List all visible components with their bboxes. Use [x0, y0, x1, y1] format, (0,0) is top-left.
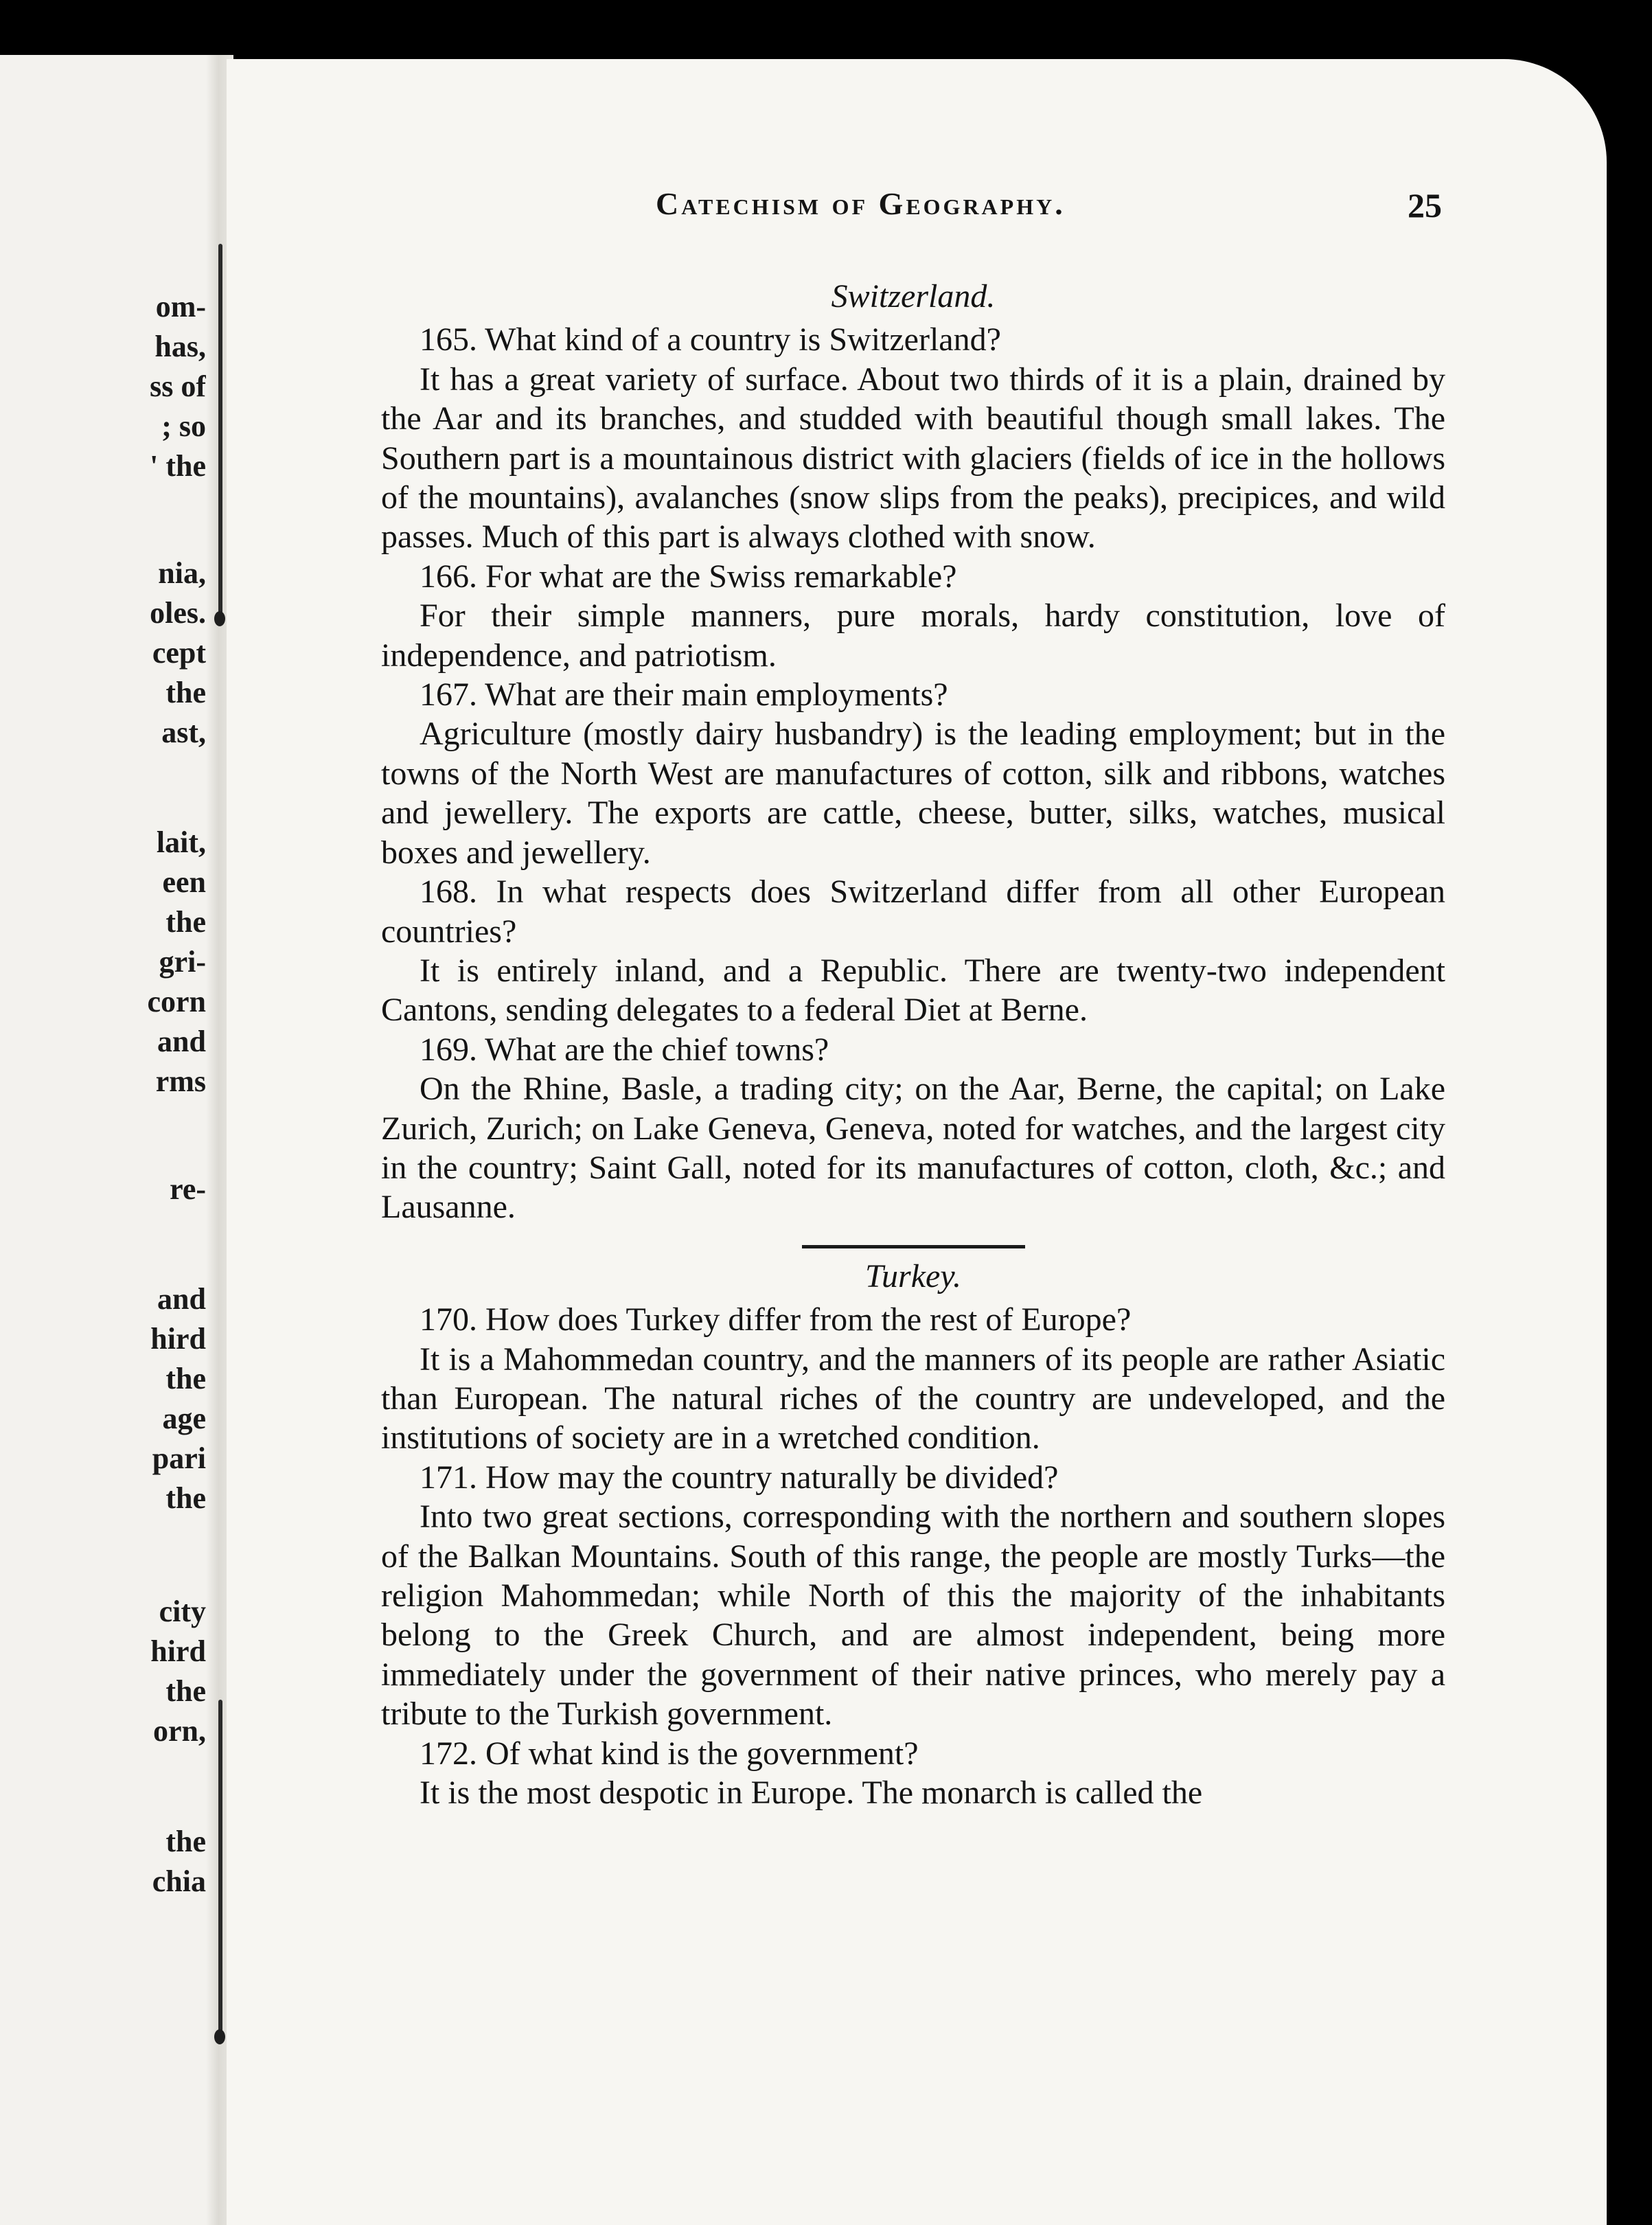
question-170: 170. How does Turkey differ from the rest of Europe? [420, 1301, 1132, 1338]
question-166: 166. For what are the Swiss remarkable? [420, 558, 957, 595]
binding-stitch-knot [214, 2029, 225, 2044]
question-168: 168. In what respects does Switzerland differ from all other European countries? [381, 874, 1445, 950]
previous-page-fragment: ast, [161, 716, 206, 749]
previous-page-fragment: and [157, 1025, 206, 1058]
previous-page-fragment: the [165, 1825, 206, 1858]
section-divider-rule [802, 1245, 1025, 1248]
previous-page-fragment: corn [147, 985, 206, 1018]
previous-page-fragment: and [157, 1282, 206, 1316]
previous-page-fragment: ss of [150, 369, 206, 403]
binding-stitch-lower [218, 1700, 222, 2043]
previous-page-fragment: pari [152, 1441, 206, 1475]
previous-page-fragment: the [165, 1481, 206, 1515]
previous-page-fragment: the [165, 1362, 206, 1395]
answer-165: It has a great variety of surface. About two thirds of it is a plain, drained by the Aar and its branches, and studded with beautiful though small lakes. The Southern part is a mountainous district with glaciers (fields of ice in the hollows of the mountains), avalanches (snow slips from the peaks), precipices, and wild passes. Much of this part is always clothed with snow. [381, 361, 1445, 556]
question-169: 169. What are the chief towns? [420, 1031, 829, 1068]
binding-stitch-upper [218, 244, 222, 625]
answer-172: It is the most despotic in Europe. The monarch is called the [420, 1775, 1203, 1812]
previous-page-fragment: gri- [159, 945, 206, 979]
previous-page-fragment: ' the [150, 449, 206, 483]
previous-page-edge [0, 55, 218, 2225]
previous-page-fragment: nia, [158, 556, 206, 590]
running-head [385, 185, 1442, 233]
answer-167: Agriculture (mostly dairy husbandry) is the leading employment; but in the towns of the North West are manufactures of cotton, silk and ribbons, watches and jewellery. The exports are cattle, cheese, butter, silks, watches, musical boxes and jewellery. [381, 716, 1445, 871]
previous-page-fragment: age [162, 1402, 206, 1435]
page-number: 25 [1408, 186, 1442, 225]
answer-166: For their simple manners, pure morals, hardy constitution, love of independence, and patriotism. [381, 597, 1445, 674]
previous-page-fragment: rms [155, 1064, 206, 1098]
previous-page-fragment: the [165, 1674, 206, 1708]
previous-page-fragment: orn, [153, 1714, 206, 1748]
previous-page-fragment: chia [152, 1864, 206, 1898]
previous-page-fragment: een [162, 865, 206, 899]
previous-page-fragment: city [159, 1595, 206, 1628]
previous-page-fragment: ; so [161, 409, 206, 443]
previous-page-fragment: om- [155, 290, 206, 323]
answer-169: On the Rhine, Basle, a trading city; on the Aar, Berne, the capital; on Lake Zurich, Zurich; on Lake Geneva, Geneva, noted for watches, and the largest city in the country; Saint Gall, noted for its manufactures of cotton, cloth, &c.; and Lausanne. [381, 1071, 1445, 1226]
previous-page-fragment: re- [170, 1172, 206, 1206]
previous-page-fragment: hird [150, 1634, 206, 1668]
question-167: 167. What are their main employments? [420, 676, 948, 714]
previous-page-fragment: lait, [156, 825, 206, 859]
page-body [381, 271, 1445, 1812]
previous-page-fragment: oles. [150, 596, 206, 630]
previous-page-fragment: cept [152, 636, 206, 670]
previous-page-fragment: the [165, 905, 206, 939]
running-title: Catechism of Geography. [656, 186, 1066, 221]
section-heading-turkey: Turkey. [865, 1257, 961, 1294]
answer-168: It is entirely inland, and a Republic. There are twenty-two independent Cantons, sending delegates to a federal Diet at Berne. [381, 952, 1445, 1029]
question-171: 171. How may the country naturally be divided? [420, 1459, 1059, 1496]
previous-page-fragment: hird [150, 1322, 206, 1356]
question-165: 165. What kind of a country is Switzerland? [420, 321, 1001, 358]
answer-170: It is a Mahommedan country, and the manners of its people are rather Asiatic than European. The natural riches of the country are undeveloped, and the institutions of society are in a wretched condition. [381, 1340, 1445, 1457]
previous-page-fragment: the [165, 676, 206, 709]
previous-page-text-fragments [0, 55, 218, 2184]
section-heading-switzerland: Switzerland. [831, 278, 996, 315]
previous-page-fragment: has, [154, 330, 206, 363]
binding-stitch-knot [214, 611, 225, 626]
answer-171: Into two great sections, corresponding with the northern and southern slopes of the Balkan Mountains. South of this range, the people are mostly Turks—the religion Mahommedan; while North of this the majority of the inhabitants belong to the Greek Church, and are almost independent, being more immediately under the government of their native princes, who merely pay a tribute to the Turkish government. [381, 1498, 1445, 1733]
question-172: 172. Of what kind is the government? [420, 1735, 919, 1772]
